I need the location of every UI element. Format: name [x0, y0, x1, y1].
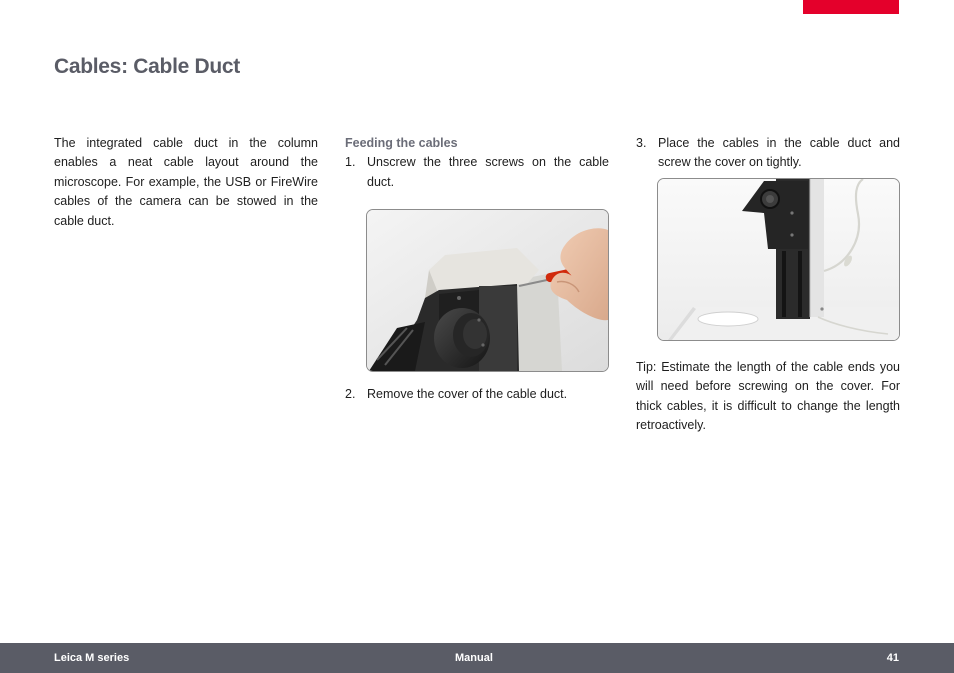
brand-accent-tab	[803, 0, 899, 14]
page-title: Cables: Cable Duct	[54, 55, 240, 78]
step-number: 3.	[636, 136, 647, 150]
feeding-column	[345, 134, 609, 405]
intro-paragraph: The integrated cable duct in the column enables a neat cable layout around the microscope. For example, the USB or FireWire cables of the camera can be stowed in the cable duct.	[54, 136, 318, 228]
page-footer	[0, 643, 954, 673]
footer-document-type: Manual	[455, 652, 493, 664]
intro-column	[54, 134, 318, 231]
step-number: 1.	[345, 155, 356, 170]
step-text: Place the cables in the cable duct and screw the cover on tightly.	[658, 136, 900, 170]
step-text: Unscrew the three screws on the cable duct.	[367, 155, 609, 189]
placement-column	[636, 134, 900, 435]
section-heading: Feeding the cables	[345, 136, 458, 150]
step-2	[345, 385, 609, 404]
tip-paragraph: Tip: Estimate the length of the cable ends you will need before screwing on the cover. For thick cables, it is difficult to change the length retroactively.	[636, 359, 900, 433]
step-number: 2.	[345, 387, 356, 402]
photo-unscrewing-cable-duct	[366, 209, 609, 372]
footer-product-name: Leica M series	[54, 652, 130, 664]
page-number: 41	[886, 652, 899, 664]
step-3	[636, 134, 900, 173]
photo-cables-in-duct	[657, 178, 900, 341]
step-text: Remove the cover of the cable duct.	[367, 387, 568, 402]
step-1	[345, 153, 609, 192]
